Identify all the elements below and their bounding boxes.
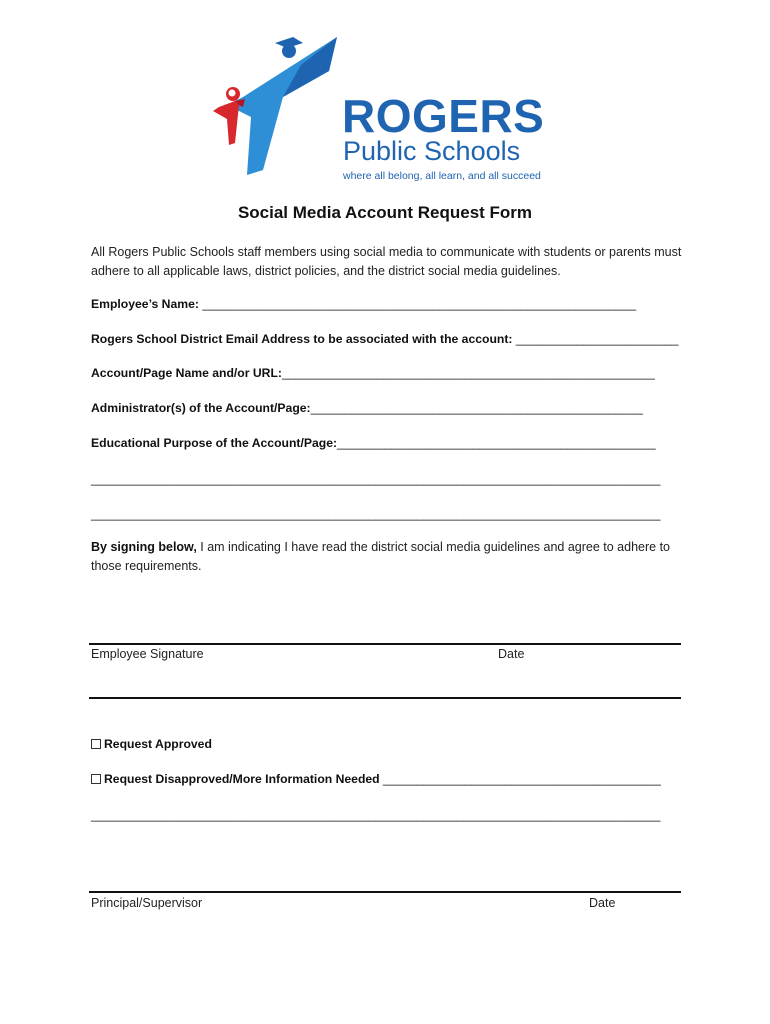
account-name-field[interactable]	[91, 366, 655, 380]
rogers-logo-icon	[205, 35, 340, 175]
educational-purpose-field[interactable]	[91, 436, 656, 450]
district-email-field[interactable]	[91, 332, 679, 346]
request-disapproved-checkbox[interactable]	[91, 774, 101, 784]
employee-date-label: Date	[498, 647, 525, 661]
account-name-blank[interactable]: _______________________________________________________	[281, 366, 655, 380]
employee-name-field[interactable]	[91, 297, 636, 311]
principal-date-label: Date	[589, 896, 616, 910]
account-name-label: Account/Page Name and/or URL:	[91, 366, 282, 380]
form-title: Social Media Account Request Form	[237, 203, 533, 222]
request-disapproved-label: Request Disapproved/More Information Needed	[104, 772, 380, 786]
educational-purpose-blank[interactable]: _______________________________________________	[337, 436, 656, 450]
sign-statement-bold: By signing below,	[91, 540, 197, 554]
administrators-blank[interactable]: _________________________________________________	[310, 401, 643, 415]
district-email-label: Rogers School District Email Address to be associated with the account:	[91, 332, 513, 346]
principal-signature-line[interactable]	[89, 891, 681, 893]
employee-name-label: Employee’s Name:	[91, 297, 199, 311]
employee-name-blank[interactable]: ________________________________________________________________	[198, 297, 637, 311]
district-email-blank[interactable]: ________________________	[512, 332, 679, 346]
administrators-label: Administrator(s) of the Account/Page:	[91, 401, 311, 415]
sign-statement	[91, 538, 691, 576]
administrators-field[interactable]	[91, 401, 643, 415]
request-approved-checkbox[interactable]	[91, 739, 101, 749]
intro-paragraph: All Rogers Public Schools staff members using social media to communicate with students or parents must adhere to all applicable laws, district policies, and the district social media guidelines.	[91, 245, 682, 278]
logo-title: ROGERS	[342, 90, 545, 142]
educational-purpose-label: Educational Purpose of the Account/Page:	[91, 436, 338, 450]
disapproved-blank[interactable]: _________________________________________	[379, 772, 661, 786]
blank-line-3[interactable]: ____________________________________________________________________________________	[91, 808, 661, 822]
divider-line	[89, 697, 681, 699]
logo-subtitle: Public Schools	[343, 136, 521, 166]
blank-line-1[interactable]: ____________________________________________________________________________________	[91, 472, 661, 486]
sign-statement-text: I am indicating I have read the district social media guidelines and agree to adhere to those requirements.	[91, 540, 670, 573]
blank-line-2[interactable]: ____________________________________________________________________________________	[91, 507, 661, 521]
principal-signature-label: Principal/Supervisor	[91, 896, 203, 910]
employee-signature-label: Employee Signature	[91, 647, 204, 661]
request-disapproved-row[interactable]	[91, 772, 661, 786]
employee-signature-line[interactable]	[89, 643, 681, 645]
request-approved-row[interactable]	[91, 737, 212, 751]
logo-tagline: where all belong, all learn, and all succeed	[343, 170, 541, 182]
request-approved-label: Request Approved	[104, 737, 212, 751]
